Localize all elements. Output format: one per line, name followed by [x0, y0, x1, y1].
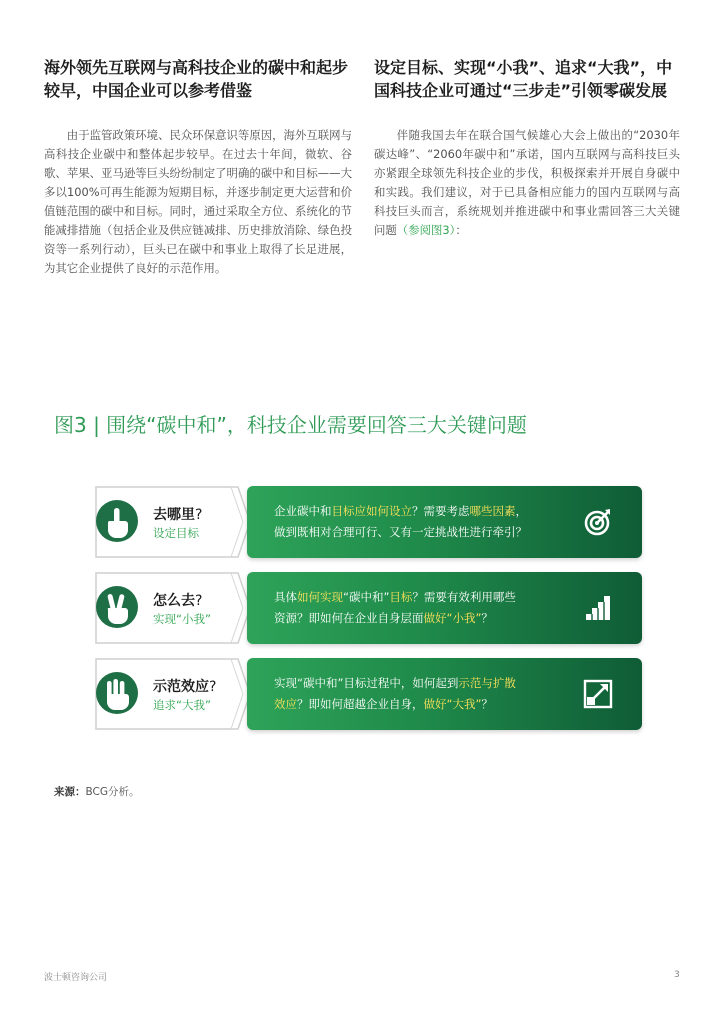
expand-icon	[582, 678, 614, 714]
question-row	[95, 658, 643, 730]
right-body	[374, 126, 680, 240]
answer-card	[247, 572, 642, 644]
question-card	[95, 486, 250, 558]
answer-segment: 示范与扩散	[458, 676, 516, 690]
question-mark: ?	[195, 507, 203, 523]
answer-card	[247, 658, 642, 730]
question-title-text: 怎么去	[153, 593, 195, 609]
question-row	[95, 486, 643, 558]
answer-line	[274, 522, 564, 543]
answer-segment: ？即如何超越企业自身，	[297, 697, 424, 711]
question-card	[95, 658, 250, 730]
source-label: 来源：	[54, 786, 86, 798]
figure-reference-link[interactable]: （参阅图3）	[396, 223, 456, 237]
question-title	[153, 590, 202, 610]
left-column	[44, 56, 352, 278]
question-row	[95, 572, 643, 644]
answer-segment: “碳中和”	[343, 590, 390, 604]
answer-segment: ？	[481, 611, 493, 625]
left-body: 由于监管政策环境、民众环保意识等原因，海外互联网与高科技企业碳中和整体起步较早。在过去十年间，微软、谷歌、苹果、亚马逊等巨头纷纷制定了明确的碳中和目标——大多以100%可再生能源为短期目标，并逐步制定更大运营和价值链范围的碳中和目标。同时，通过采取全方位、系统化的节能减排措施（包括企业及供应链减排、历史排放消除、绿色投资等一系列行动），巨头已在碳中和事业上取得了长足进展，为其它企业提供了良好的示范作用。	[44, 128, 352, 275]
page-number: 3	[674, 970, 680, 980]
answer-segment: 做到既相对合理可行、又有一定挑战性进行牵引？	[274, 525, 527, 539]
footer-company: 波士顿咨询公司	[44, 973, 108, 983]
source-text: BCG分析。	[85, 786, 140, 798]
answer-segment: 做好“小我”	[423, 611, 482, 625]
one-finger-hand-icon	[96, 500, 138, 542]
question-subtitle: 追求“大我”	[153, 698, 211, 712]
question-card	[95, 572, 250, 644]
answer-line	[274, 694, 564, 715]
answer-segment: 资源？即如何在企业自身层面	[274, 611, 424, 625]
answer-segment: 实现“碳中和”目标过程中，如何起到	[274, 676, 459, 690]
answer-segment: 做好“大我”	[423, 697, 482, 711]
three-finger-hand-icon	[96, 672, 138, 714]
question-title	[153, 676, 216, 696]
answer-line	[274, 673, 564, 694]
right-body-end: ：	[455, 223, 467, 237]
answer-line	[274, 501, 564, 522]
answer-segment: 企业碳中和	[274, 504, 332, 518]
answer-text	[274, 501, 564, 543]
right-heading: 设定目标、实现“小我”、追求“大我”，中国科技企业可通过“三步走”引领零碳发展	[374, 58, 673, 100]
answer-segment: 如何实现	[297, 590, 343, 604]
question-subtitle: 设定目标	[153, 526, 199, 540]
answer-segment: ？需要有效利用哪些	[412, 590, 516, 604]
question-subtitle: 实现“小我”	[153, 612, 211, 626]
answer-segment: ？	[481, 697, 493, 711]
figure-title: 图3 | 围绕“碳中和”，科技企业需要回答三大关键问题	[54, 413, 527, 437]
right-body-text: 伴随我国去年在联合国气候雄心大会上做出的“2030年碳达峰”、“2060年碳中和”承诺，国内互联网与高科技巨头亦紧跟全球领先科技企业的步伐，积极探索并开展自身碳中和实践。我们建议，对于已具备相应能力的国内互联网与高科技巨头而言，系统规划并推进碳中和事业需回答三大关键问题	[374, 128, 680, 237]
answer-card	[247, 486, 642, 558]
answer-text	[274, 673, 564, 715]
answer-segment: ？需要考虑	[412, 504, 470, 518]
answer-segment: 目标	[389, 590, 413, 604]
answer-segment: 效应	[274, 697, 297, 711]
right-column	[374, 56, 680, 240]
answer-line	[274, 587, 564, 608]
answer-segment: 具体	[274, 590, 297, 604]
answer-segment: 目标应如何设立	[331, 504, 412, 518]
answer-segment: ，	[515, 504, 527, 518]
stairs-icon	[582, 592, 614, 628]
question-title-text: 去哪里	[153, 507, 195, 523]
two-finger-hand-icon	[96, 586, 138, 628]
answer-text	[274, 587, 564, 629]
question-title-text: 示范效应	[153, 679, 209, 695]
question-mark: ?	[195, 593, 203, 609]
source-note	[54, 784, 140, 799]
answer-segment: 哪些因素	[469, 504, 516, 518]
left-heading: 海外领先互联网与高科技企业的碳中和起步较早，中国企业可以参考借鉴	[44, 58, 349, 100]
answer-line	[274, 608, 564, 629]
question-mark: ?	[209, 679, 217, 695]
question-title	[153, 504, 202, 524]
target-icon	[582, 506, 614, 542]
